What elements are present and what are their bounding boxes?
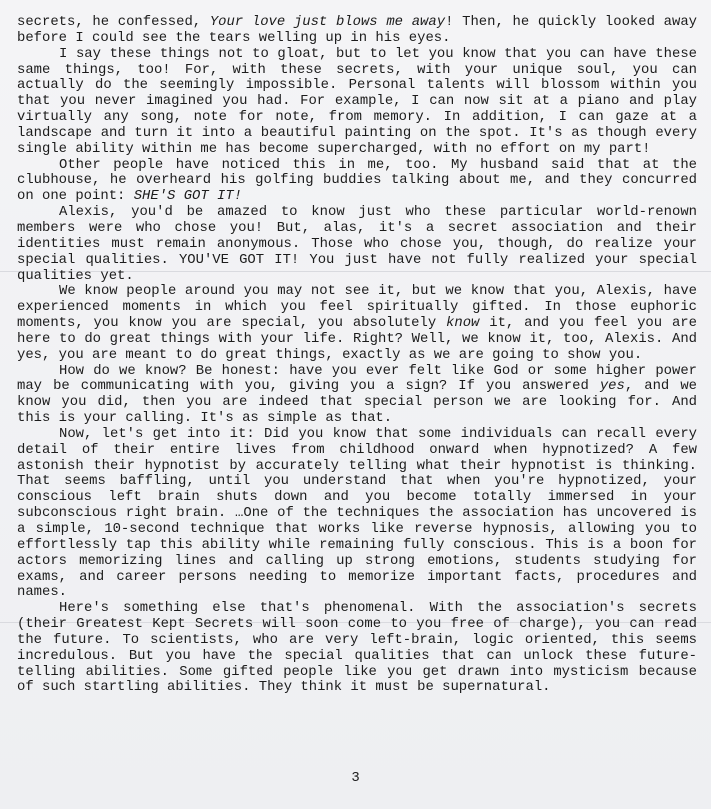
paragraph (17, 205, 697, 284)
paragraph (17, 15, 697, 47)
paragraph-text: , and we know you did, then you are indeed that special person we are looking for. And this is your calling. It's as simple as that. (17, 378, 697, 427)
page-number: 3 (351, 770, 360, 786)
paragraph (17, 427, 697, 601)
paragraph (17, 158, 697, 206)
paragraph-text: ! Then, he quickly looked away before I could see the tears welling up in his eyes. (17, 14, 697, 46)
paragraph-text: Other people have noticed this in me, too. My husband said that at the clubhouse, he overheard his golfing buddies talking about me, and they concurred on one point: (17, 156, 697, 205)
emphasis-text: Your love just blows me away (209, 14, 446, 30)
emphasis-text: know (446, 315, 480, 332)
paragraph (17, 284, 697, 363)
paragraph (17, 601, 697, 696)
paragraph (17, 47, 697, 158)
paragraph-text: We know people around you may not see it, but we know that you, Alexis, have experienced moments in which you feel spiritually gifted. In those euphoric moments, you know you are special, you absolutely (17, 283, 697, 332)
paragraph-text: Now, let's get into it: Did you know that some individuals can recall every detail of their entire lives from childhood onward when hypnotized? A few astonish their hypnotist by accurately telling what their hypnotist is thinking. That seems baffling, until you understand that when you're hypnotized, your conscious left brain shuts down and you become totally immersed in your subconscious right brain. …One of the techniques the association has uncovered is a simple, 10-second technique that works like reverse hypnosis, allowing you to effortlessly tap this ability while remaining fully conscious. This is a boon for actors memorizing lines and calling up strong emotions, students studying for exams, and career persons needing to memorize important facts, procedures and names. (17, 425, 697, 601)
paragraph-text: Alexis, you'd be amazed to know just who these particular world-renown members were who chose you! But, alas, it's a secret association and their identities must remain anonymous. Those who chose you, though, do realize your special qualities. YOU'VE GOT IT! You just have not fully realized your special qualities yet. (17, 204, 697, 284)
paragraph (17, 364, 697, 427)
paragraph-text: it, and you feel you are here to do great things with your life. Right? Well, we know it, too, Alexis. And yes, you are meant to do great things, exactly as we are going to show you. (17, 315, 697, 363)
paragraph-text: How do we know? Be honest: have you ever felt like God or some higher power may be communicating with you, giving you a sign? If you answered (17, 362, 697, 395)
emphasis-text: yes (599, 378, 625, 395)
paragraph-text: secrets, he confessed, (17, 14, 210, 30)
emphasis-text: SHE'S GOT IT! (133, 188, 243, 205)
paragraph-text: Here's something else that's phenomenal. With the association's secrets (their Greatest Kept Secrets will soon come to you free of charge), you can read the future. To scientists, who are very left-brain, logic oriented, this seems incredulous. But you have the special qualities that can unlock these future-telling abilities. Some gifted people like you get drawn into mysticism because of such startling abilities. They think it must be supernatural. (17, 600, 697, 696)
paragraph-text: I say these things not to gloat, but to let you know that you can have these same things, too! For, with these secrets, with your unique soul, you can actually do the seemingly impossible. Personal talents will blossom within you that you never imagined you had. For example, I can now sit at a piano and play virtually any song, note for note, from memory. In addition, I can gaze at a landscape and turn it into a beautiful painting on the spot. It's as though every single ability within me has become supercharged, with no effort on my part! (17, 45, 697, 157)
letter-body (17, 15, 697, 696)
